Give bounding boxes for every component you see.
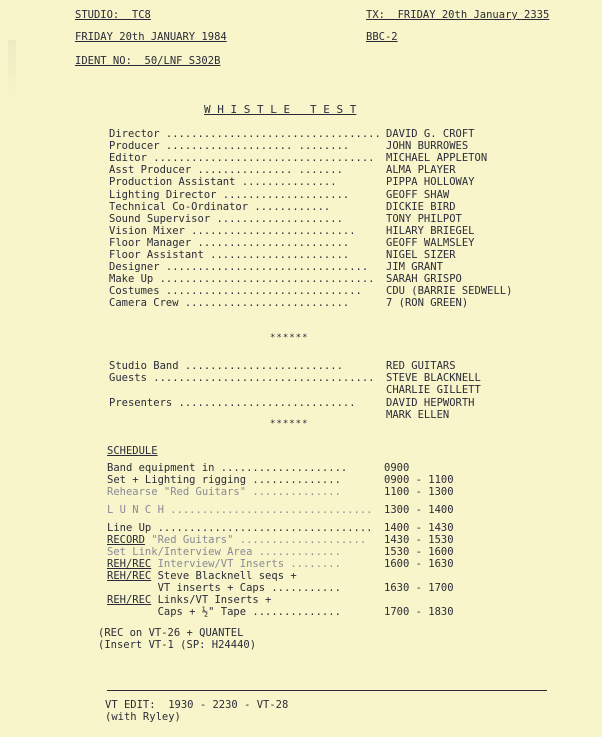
crew-role: Vision Mixer .......................... bbox=[109, 224, 356, 237]
crew-role: Designer ................................ bbox=[109, 261, 369, 274]
schedule-time: 0900 - 1100 bbox=[384, 474, 454, 486]
schedule-text: Rehearse "Red Guitars" .............. bbox=[107, 486, 341, 498]
schedule-text: Line Up .................................. bbox=[107, 522, 373, 534]
note-line-2: (Insert VT-1 (SP: H24440) bbox=[98, 639, 257, 651]
schedule-activity bbox=[107, 504, 373, 516]
crew-name: GEOFF WALMSLEY bbox=[386, 236, 475, 249]
divider-line bbox=[107, 690, 547, 691]
talent-name: MARK ELLEN bbox=[386, 408, 450, 421]
tx-label: TX: FRIDAY 20th January 2335 bbox=[366, 9, 550, 21]
schedule-time: 1400 - 1430 bbox=[384, 522, 454, 534]
schedule-prefix: RECORD bbox=[107, 534, 145, 546]
crew-name: HILARY BRIEGEL bbox=[386, 224, 475, 237]
crew-role: Technical Co-Ordinator ............ bbox=[109, 200, 331, 213]
schedule-activity bbox=[107, 582, 341, 594]
schedule-activity bbox=[107, 570, 297, 582]
crew-name: JOHN BURROWES bbox=[386, 140, 469, 153]
crew-name: SARAH GRISPO bbox=[386, 273, 462, 286]
schedule-prefix: REH/REC bbox=[107, 570, 152, 582]
schedule-text: Band equipment in .................... bbox=[107, 462, 348, 474]
schedule-activity bbox=[107, 462, 347, 474]
talent-role: Studio Band ......................... bbox=[109, 360, 343, 372]
crew-role: Production Assistant ............... bbox=[109, 176, 337, 189]
schedule-text: L U N C H ................................ bbox=[107, 504, 373, 516]
date-label: FRIDAY 20th JANUARY 1984 bbox=[75, 31, 227, 43]
crew-role: Make Up .................................. bbox=[109, 273, 375, 286]
schedule-activity bbox=[107, 522, 373, 534]
schedule-prefix: REH/REC bbox=[107, 594, 152, 606]
ident-label: IDENT NO: 50/LNF S302B bbox=[75, 55, 221, 67]
schedule-time: 1300 - 1400 bbox=[384, 504, 454, 516]
crew-role: Producer .................... ........ bbox=[109, 140, 350, 153]
talent-name: RED GUITARS bbox=[386, 360, 456, 372]
schedule-text: "Red Guitars" .................... bbox=[144, 534, 367, 546]
programme-title: W H I S T L E T E S T bbox=[204, 103, 357, 116]
crew-name: ALMA PLAYER bbox=[386, 164, 456, 177]
schedule-time: 1100 - 1300 bbox=[384, 486, 454, 498]
schedule-text: Set + Lighting rigging .............. bbox=[107, 474, 341, 486]
schedule-text: VT inserts + Caps ........... bbox=[107, 582, 341, 594]
crew-name: GEOFF SHAW bbox=[386, 188, 450, 201]
schedule-text: Set Link/Interview Area ............. bbox=[107, 546, 341, 558]
vt-edit-line: VT EDIT: 1930 - 2230 - VT-28 bbox=[105, 699, 289, 711]
schedule-activity bbox=[107, 594, 271, 606]
schedule-time: 1600 - 1630 bbox=[384, 558, 454, 570]
separator-2: ****** bbox=[270, 419, 309, 429]
separator-1: ****** bbox=[270, 333, 309, 343]
schedule-activity bbox=[107, 486, 341, 498]
schedule-time: 1530 - 1600 bbox=[384, 546, 454, 558]
crew-name: PIPPA HOLLOWAY bbox=[386, 176, 475, 189]
crew-name: NIGEL SIZER bbox=[386, 249, 456, 261]
schedule-activity bbox=[107, 474, 341, 486]
crew-name: DAVID G. CROFT bbox=[386, 128, 475, 140]
studio-label: STUDIO: TC8 bbox=[75, 9, 151, 21]
schedule-text: Links/VT Inserts + bbox=[151, 594, 272, 606]
schedule-time: 1630 - 1700 bbox=[384, 582, 454, 594]
note-line-1: (REC on VT-26 + QUANTEL bbox=[98, 627, 244, 639]
talent-role: Presenters ............................ bbox=[109, 396, 356, 409]
talent-name: DAVID HEPWORTH bbox=[386, 396, 475, 409]
talent-name: CHARLIE GILLETT bbox=[386, 384, 481, 397]
schedule-text: Steve Blacknell seqs + bbox=[151, 570, 297, 582]
channel-label: BBC-2 bbox=[366, 31, 398, 43]
crew-role: Editor ................................... bbox=[109, 152, 375, 165]
schedule-activity bbox=[107, 606, 341, 618]
schedule-time: 0900 bbox=[384, 462, 410, 474]
schedule-text: Interview/VT Inserts ........ bbox=[151, 558, 341, 570]
crew-role: Sound Supervisor .................... bbox=[109, 212, 343, 225]
schedule-time: 1430 - 1530 bbox=[384, 534, 454, 546]
schedule-activity bbox=[107, 558, 341, 570]
schedule-prefix: REH/REC bbox=[107, 558, 152, 570]
talent-name: STEVE BLACKNELL bbox=[386, 372, 481, 385]
talent-role: Guests ................................... bbox=[109, 372, 375, 385]
crew-name: CDU (BARRIE SEDWELL) bbox=[386, 285, 513, 298]
schedule-activity bbox=[107, 534, 366, 546]
crew-name: JIM GRANT bbox=[386, 261, 443, 274]
vt-edit-note: (with Ryley) bbox=[105, 711, 181, 723]
crew-role: Asst Producer ............... ....... bbox=[109, 164, 343, 177]
crew-role: Lighting Director .................... bbox=[109, 188, 350, 201]
crew-name: DICKIE BIRD bbox=[386, 200, 456, 213]
margin-mark bbox=[8, 40, 16, 100]
schedule-text: Caps + ½" Tape .............. bbox=[107, 606, 341, 618]
crew-role: Camera Crew .......................... bbox=[109, 297, 350, 310]
crew-role: Costumes ............................... bbox=[109, 285, 362, 298]
schedule-activity bbox=[107, 546, 341, 558]
schedule-heading: SCHEDULE bbox=[107, 445, 158, 457]
crew-name: MICHAEL APPLETON bbox=[386, 152, 488, 165]
crew-role: Floor Manager ........................ bbox=[109, 236, 350, 249]
crew-role: Floor Assistant ...................... bbox=[109, 249, 350, 261]
crew-name: TONY PHILPOT bbox=[386, 212, 462, 225]
schedule-time: 1700 - 1830 bbox=[384, 606, 454, 618]
crew-role: Director .................................. bbox=[109, 128, 381, 140]
crew-name: 7 (RON GREEN) bbox=[386, 297, 469, 310]
